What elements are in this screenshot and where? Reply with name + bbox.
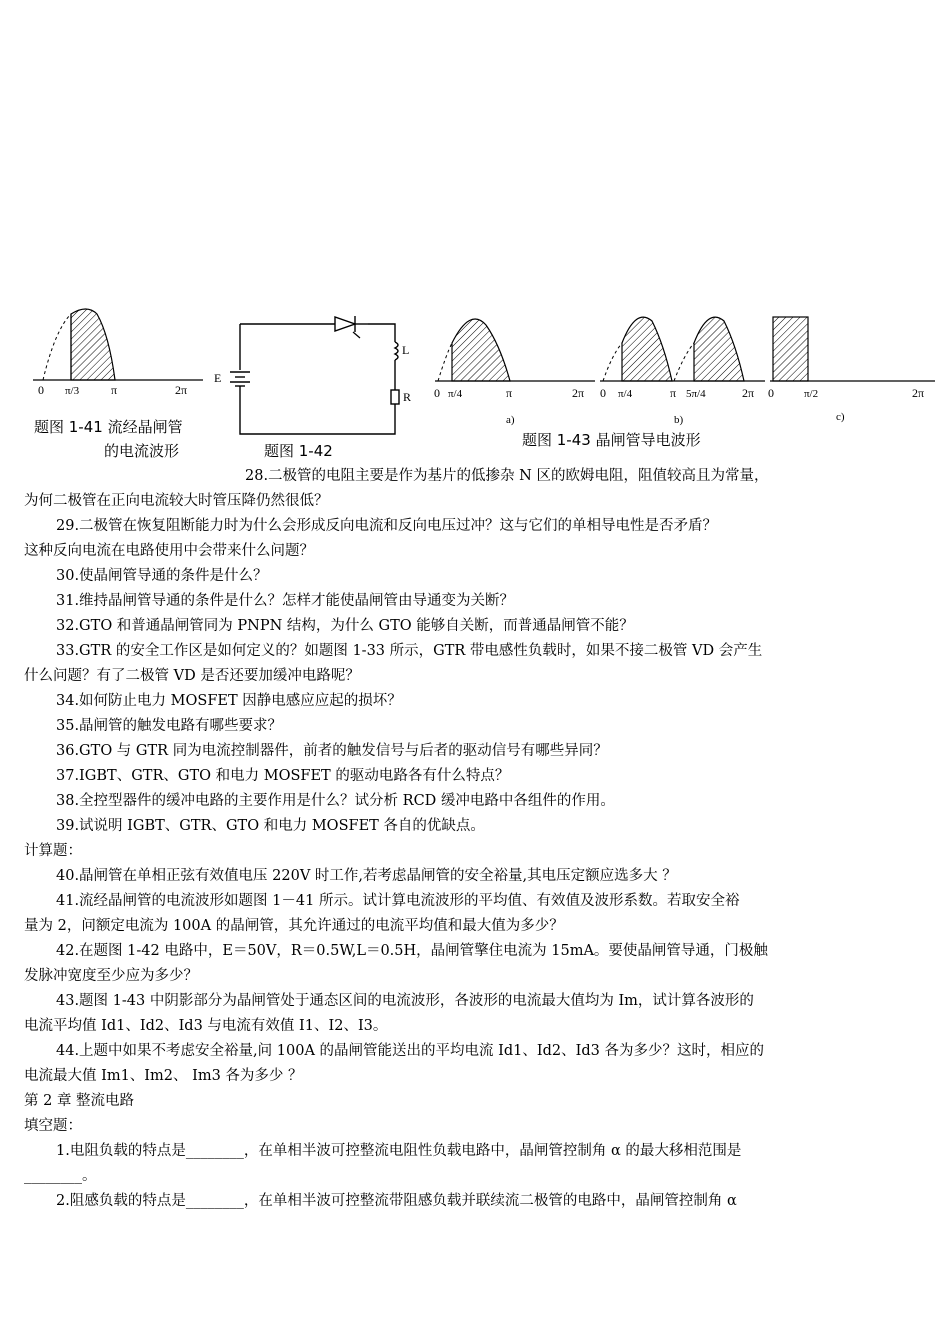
q44-line2: 电流最大值 Im1、Im2、 Im3 各为多少 ？ <box>24 1068 303 1084</box>
caption-1-42: 题图 1-42 <box>264 442 333 460</box>
q43-line1: 43.题图 1-43 中阴影部分为晶闸管处于通态区间的电流波形，各波形的电流最大值均为 Im，试计算各波形的 <box>56 993 754 1009</box>
q29-line1: 29.二极管在恢复阻断能力时为什么会形成反向电流和反向电压过冲？这与它们的单相导电性是否矛盾？ <box>56 518 718 534</box>
figure-1-41 <box>25 300 205 460</box>
b-tick-pi-4: π/4 <box>618 388 633 400</box>
f2-line1: 2.阻感负载的特点是________，在单相半波可控整流带阻感负载并联续流二极管的电路中，晶闸管控制角 α <box>56 1193 737 1209</box>
label-R: R <box>403 390 412 404</box>
tick-2pi: 2π <box>175 383 188 397</box>
waveform-a <box>434 319 595 426</box>
q42-line2: 发脉冲宽度至少应为多少？ <box>24 968 198 984</box>
q41-line2: 量为 2，问额定电流为 100A 的晶闸管，其允许通过的电流平均值和最大值为多少？ <box>24 918 564 934</box>
q38: 38.全控型器件的缓冲电路的主要作用是什么？试分析 RCD 缓冲电路中各组件的作用。 <box>56 793 615 809</box>
c-tick-2pi: 2π <box>912 386 925 400</box>
circuit-1-42 <box>210 312 420 442</box>
q44-line1: 44.上题中如果不考虑安全裕量,问 100A 的晶闸管能送出的平均电流 Id1、Id2、Id3 各为多少？这时，相应的 <box>56 1043 764 1059</box>
q43-line2: 电流平均值 Id1、Id2、Id3 与电流有效值 I1、I2、I3。 <box>24 1018 388 1034</box>
b-tick-2pi: 2π <box>742 386 755 400</box>
a-label: a) <box>506 414 515 426</box>
q39: 39.试说明 IGBT、GTR、GTO 和电力 MOSFET 各自的优缺点。 <box>56 818 485 834</box>
tick-pi: π <box>111 383 118 397</box>
tick-zero: 0 <box>38 383 44 397</box>
f1-line1: 1.电阻负载的特点是________，在单相半波可控整流电阻性负载电路中，晶闸管控制角 α 的最大移相范围是 <box>56 1143 742 1159</box>
thyristor-symbol <box>335 316 368 338</box>
q33-line2: 什么问题？有了二极管 VD 是否还要加缓冲电路呢？ <box>24 668 360 684</box>
q40: 40.晶闸管在单相正弦有效值电压 220V 时工作,若考虑晶闸管的安全裕量,其电压定额应选多大 ？ <box>56 868 677 884</box>
caption-1-43: 题图 1-43 晶闸管导电波形 <box>522 431 701 449</box>
b-tick-5pi-4: 5π/4 <box>686 388 706 400</box>
figure-1-42 <box>210 312 420 462</box>
q30: 30.使晶闸管导通的条件是什么？ <box>56 568 268 584</box>
b-tick-pi: π <box>670 386 677 400</box>
waveform-b <box>600 317 765 426</box>
caption-1-41-line1: 题图 1-41 流经晶闸管 <box>34 418 183 436</box>
waveform-1-41 <box>25 300 205 397</box>
dashed-curve <box>43 314 71 380</box>
a-tick-2pi: 2π <box>572 386 585 400</box>
q28-line1: 28.二极管的电阻主要是作为基片的低掺杂 N 区的欧姆电阻，阻值较高且为常量， <box>245 468 769 484</box>
a-tick-pi-4: π/4 <box>448 388 463 400</box>
c-label: c) <box>836 411 845 423</box>
fill-heading: 填空题： <box>24 1118 82 1134</box>
chapter-heading: 第 2 章 整流电路 <box>24 1093 135 1109</box>
q29-line2: 这种反向电流在电路使用中会带来什么问题？ <box>24 543 314 559</box>
q33-line1: 33.GTR 的安全工作区是如何定义的？如题图 1-33 所示，GTR 带电感性负载时，如果不接二极管 VD 会产生 <box>56 643 763 659</box>
caption-1-41-line2: 的电流波形 <box>104 442 180 460</box>
a-tick-pi: π <box>506 386 513 400</box>
c-tick-pi-2: π/2 <box>804 388 819 400</box>
f1-line2: ________。 <box>24 1168 97 1184</box>
q34: 34.如何防止电力 MOSFET 因静电感应应起的损坏？ <box>56 693 402 709</box>
figure-1-43 <box>430 305 940 455</box>
q31: 31.维持晶闸管导通的条件是什么？怎样才能使晶闸管由导通变为关断？ <box>56 593 515 609</box>
q35: 35.晶闸管的触发电路有哪些要求？ <box>56 718 283 734</box>
battery-symbol <box>230 372 250 386</box>
waveforms-1-43 <box>430 305 940 425</box>
waveform-c <box>768 317 935 423</box>
tick-pi-3: π/3 <box>65 385 80 397</box>
q37: 37.IGBT、GTR、GTO 和电力 MOSFET 的驱动电路各有什么特点？ <box>56 768 510 784</box>
label-E: E <box>214 371 222 385</box>
q28-line2: 为何二极管在正向电流较大时管压降仍然很低？ <box>24 493 329 509</box>
b-tick-zero: 0 <box>600 386 606 400</box>
q42-line1: 42.在题图 1-42 电路中，E＝50V，R＝0.5W,L＝0.5H，晶闸管擎住电流为 15mA。要使晶闸管导通，门极触 <box>56 943 768 959</box>
a-tick-zero: 0 <box>434 386 440 400</box>
q32: 32.GTO 和普通晶闸管同为 PNPN 结构，为什么 GTO 能够自关断，而普通晶闸管不能？ <box>56 618 634 634</box>
shaded-area <box>71 309 115 380</box>
resistor-symbol <box>391 390 399 404</box>
c-tick-zero: 0 <box>768 386 774 400</box>
b-label: b) <box>674 414 684 426</box>
q41-line1: 41.流经晶闸管的电流波形如题图 1－41 所示。试计算电流波形的平均值、有效值及波形系数。若取安全裕 <box>56 893 740 909</box>
calc-heading: 计算题： <box>24 843 82 859</box>
q36: 36.GTO 与 GTR 同为电流控制器件，前者的触发信号与后者的驱动信号有哪些异同？ <box>56 743 608 759</box>
inductor-symbol <box>395 342 398 360</box>
label-L: L <box>402 343 410 357</box>
